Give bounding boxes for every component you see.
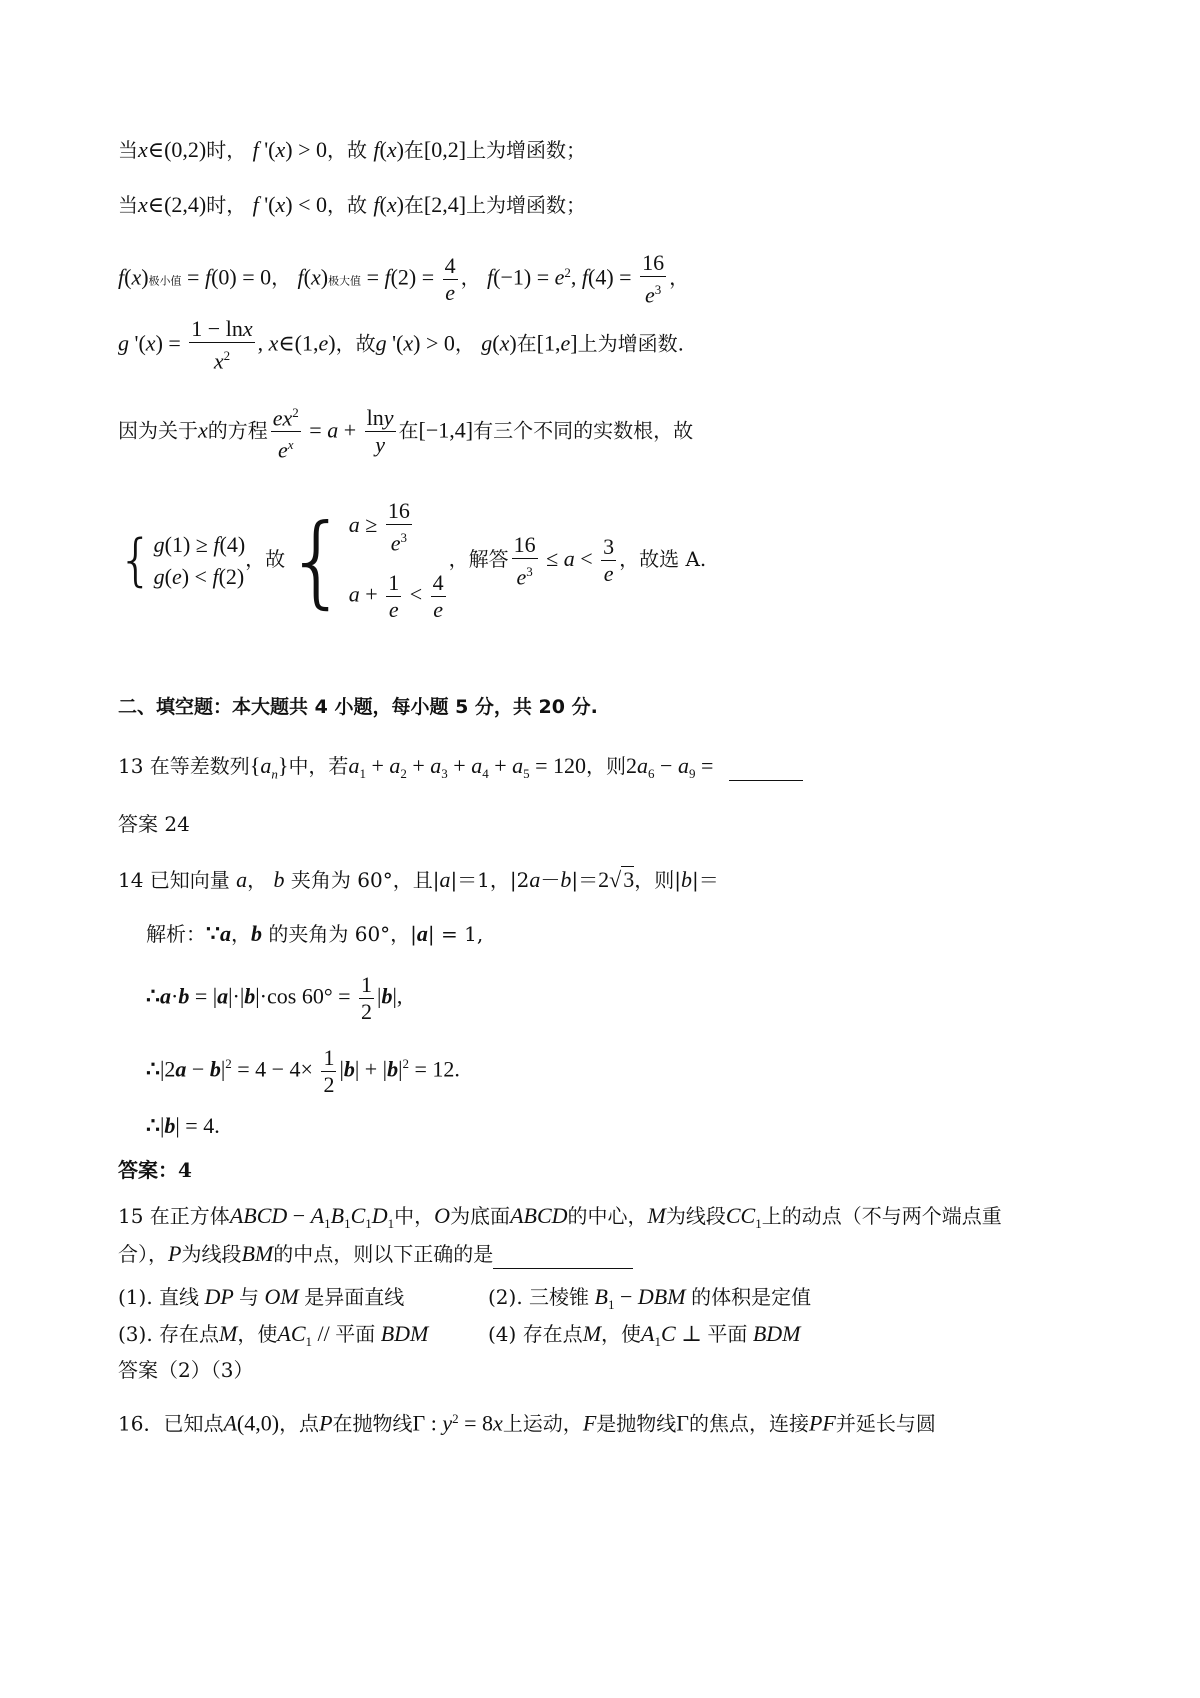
answer-blank	[493, 1240, 633, 1269]
math: x	[138, 137, 148, 162]
solution-line-4: g '(x) = $\frac{1 - \ln x}{x^2}$ , x∈(1,e)，故g '(x) > 0， g(x)在[1,e]上为增函数.	[118, 316, 684, 374]
section-title: 二、填空题：本大题共 4 小题，每小题 5 分，共 20 分.	[118, 696, 598, 718]
option-4: (4) 存在点M，使$A_1C$ ⊥ 平面 BDM	[488, 1321, 801, 1349]
answer-blank	[729, 752, 803, 781]
solution-line-6: { g(1) ≥ f(4) g(e) < f(2) ，故{ a ≥ $\frac{16}{e^3}$ a + $\frac{1}{e}$ < $\frac{4}{e}$ ，解答 $\frac{16}{e^3}$ ≤ a < $\frac{3}{e}$ ，故选 A.	[118, 498, 707, 623]
solution-line-1: 当x∈(0,2)时， f '(x) > 0，故 f(x)在[0,2]上为增函数；	[118, 137, 587, 162]
solution-14-line-4: ∴|b| = 4.	[146, 1113, 220, 1138]
solution-14-line-2: ∴a·b = |a|·|b|·cos 60° = $\frac{1}{2}$ |b|,	[146, 972, 403, 1024]
option-1: (1). 直线 DP 与 OM 是异面直线	[118, 1284, 405, 1309]
solution-line-2: 当x∈(2,4)时， f '(x) < 0，故 f(x)在[2,4]上为增函数；	[118, 192, 587, 217]
option-2: (2). 三棱锥 $B_1$ − DBM 的体积是定值	[488, 1284, 812, 1312]
solution-14-line-1: 解析：∵a，b 的夹角为 60°，|a| = 1,	[146, 921, 484, 946]
solution-line-5: 因为关于x的方程 $\frac{ex^2}{e^x}$ = a + $\frac{\ln y}{y}$ 在[−1,4]有三个不同的实数根，故	[118, 400, 693, 464]
solution-14-line-3: ∴|2a − $b|^2 = 4 - 4\times$ $\frac{1}{2}$ $|b| + |b|^2 = 12$.	[146, 1045, 460, 1097]
answer-13: 答案 24	[118, 812, 190, 836]
answer-14: 答案：4	[118, 1158, 192, 1182]
question-15-cont: 合），P为线段BM的中点，则以下正确的是	[118, 1240, 633, 1269]
question-14: 14 已知向量 a， b 夹角为 60°，且|a|＝1，|2a－b|＝2√3，则|b|＝	[118, 867, 719, 892]
option-3: (3). 存在点M，使$AC_1$ // 平面 BDM	[118, 1321, 429, 1349]
answer-15: 答案（2）（3）	[118, 1358, 254, 1382]
question-13: 13 在等差数列$\{a_n\}$中，若$a_1 + a_2 + a_3 + a_4 + a_5 = 120$，则$2a_6 - a_9$ =	[118, 752, 803, 788]
question-15: 15 在正方体ABCD − $A_1B_1C_1D_1$中，O为底面ABCD的中心，M为线段$CC_1$上的动点（不与两个端点重	[118, 1203, 1002, 1231]
question-16: 16．已知点A(4,0)，点P在抛物线Γ : $y^2 = 8x$上运动，F是抛物线Γ的焦点，连接PF并延长与圆	[118, 1410, 936, 1436]
solution-line-3: f(x)极小值 = f(0) = 0， f(x)极大值 = f(2) = $\frac{4}{e}$ ， $f(-1) = e^2$, f(4) = $\frac{16}{e^3}$ ，	[118, 250, 690, 308]
